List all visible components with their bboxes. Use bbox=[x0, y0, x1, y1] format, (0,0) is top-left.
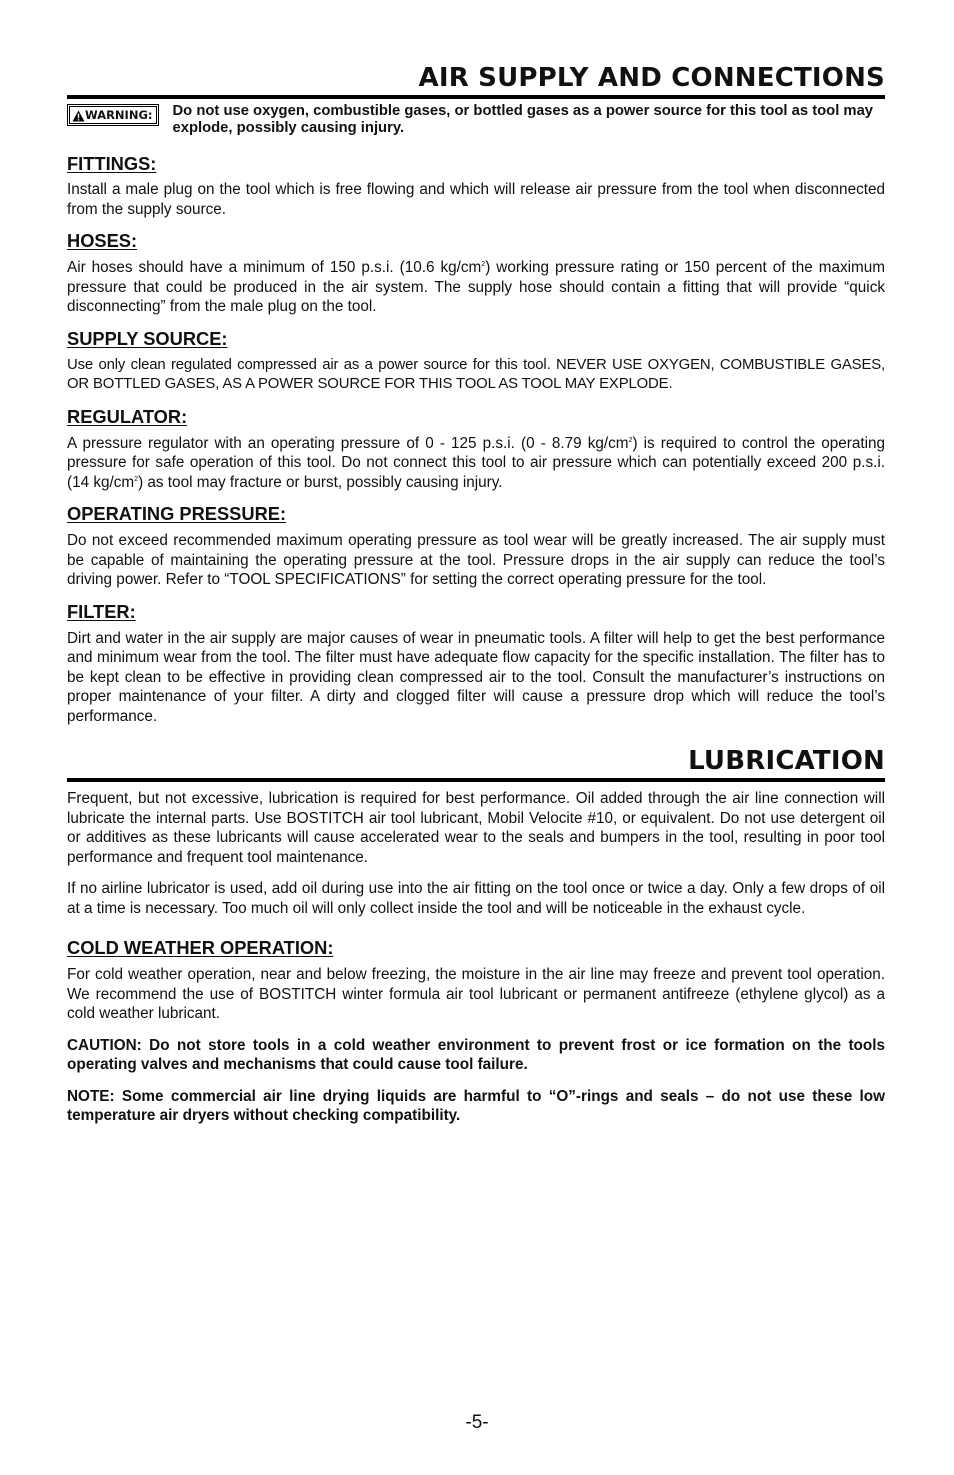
lubrication-title: LUBRICATION bbox=[688, 746, 885, 776]
page-number: -5- bbox=[465, 1412, 489, 1433]
regulator-text: A pressure regulator with an operating pressure of 0 - 125 p.s.i. (0 - 8.79 $kg/cm^2$) is required to control the operating pressure for safe operation of this tool. Do not connect this tool to air pressure which can potentially exceed 200 p.s.i. (14 $kg/cm^2$) as tool may fracture or burst, possibly causing injury. bbox=[67, 434, 885, 491]
hoses-text: Air hoses should have a minimum of 150 p.s.i. (10.6 $kg/cm^2$) working pressure rating or 150 percent of the maximum pressure that could be produced in the air system. The supply hose should contain a fitting that will provide “quick disconnecting” from the male plug on the tool. bbox=[67, 259, 885, 315]
page-content bbox=[67, 0, 885, 1126]
lubrication-paragraph-2: If no airline lubricator is used, add oil during use into the air fitting on the tool once or twice a day. Only a few drops of oil at a time is necessary. Too much oil will only collect inside the tool and will be noticeable in the exhaust cycle. bbox=[67, 880, 885, 917]
caution-text: CAUTION: Do not store tools in a cold weather environment to prevent frost or ice formation on the tools operating valves and mechanisms that could cause tool failure. bbox=[67, 1036, 885, 1073]
lubrication-rule bbox=[67, 778, 885, 782]
warning-triangle-icon bbox=[72, 110, 85, 122]
cold-weather-heading: COLD WEATHER OPERATION: bbox=[67, 937, 334, 958]
supply-source-text: Use only clean regulated compressed air as a power source for this tool. NEVER USE OXYGEN, COMBUSTIBLE GASES, OR BOTTLED GASES, AS A POWER SOURCE FOR THIS TOOL AS TOOL MAY EXPLODE. bbox=[67, 356, 885, 392]
warning-text: Do not use oxygen, combustible gases, or bottled gases as a power source for this tool as tool may explode, possibly causing injury. bbox=[172, 103, 874, 136]
operating-pressure-heading: OPERATING PRESSURE: bbox=[67, 503, 287, 524]
hoses-heading: HOSES: bbox=[67, 230, 138, 251]
lubrication-paragraph-1: Frequent, but not excessive, lubrication is required for best performance. Oil added through the air line connection will lubricate the internal parts. Use BOSTITCH air tool lubricant, Mobil Velocite #10, or equivalent. Do not use detergent oil or additives as these lubricants will cause accelerated wear to the seals and bumpers in the tool, resulting in poor tool performance and frequent tool maintenance. bbox=[67, 790, 885, 866]
cold-weather-text: For cold weather operation, near and below freezing, the moisture in the air line may freeze and prevent tool operation. We recommend the use of BOSTITCH winter formula air tool lubricant or permanent antifreeze (ethylene glycol) as a cold weather lubricant. bbox=[67, 966, 885, 1022]
warning-label: WARNING: bbox=[85, 108, 153, 122]
operating-pressure-text: Do not exceed recommended maximum operating pressure as tool wear will be greatly increased. The air supply must be capable of maintaining the operating pressure at the tool. Pressure drops in the air supply can reduce the tool’s driving power. Refer to “TOOL SPECIFICATIONS” for setting the correct operating pressure for the tool. bbox=[67, 532, 885, 588]
air-supply-rule bbox=[67, 95, 885, 99]
supply-source-heading: SUPPLY SOURCE: bbox=[67, 327, 228, 349]
warning-badge bbox=[67, 104, 159, 126]
air-supply-title: AIR SUPPLY AND CONNECTIONS bbox=[418, 63, 885, 93]
regulator-heading: REGULATOR: bbox=[67, 405, 188, 427]
fittings-text: Install a male plug on the tool which is free flowing and which will release air pressure from the tool when disconnected from the supply source. bbox=[67, 181, 885, 218]
warning-block bbox=[67, 103, 885, 137]
note-text: NOTE: Some commercial air line drying liquids are harmful to “O”-rings and seals – do not use these low temperature air dryers without checking compatibility. bbox=[67, 1087, 885, 1124]
filter-heading: FILTER: bbox=[67, 600, 136, 622]
filter-text: Dirt and water in the air supply are major causes of wear in pneumatic tools. A filter will help to get the best performance and minimum wear from the tool. The filter must have adequate flow capacity for the specific installation. The filter has to be kept clean to be effective in providing clean compressed air to the tool. Consult the manufacturer’s instructions on proper maintenance of your filter. A dirty and clogged filter will cause a pressure drop which will reduce the tool’s performance. bbox=[67, 629, 885, 725]
fittings-heading: FITTINGS: bbox=[67, 153, 157, 174]
